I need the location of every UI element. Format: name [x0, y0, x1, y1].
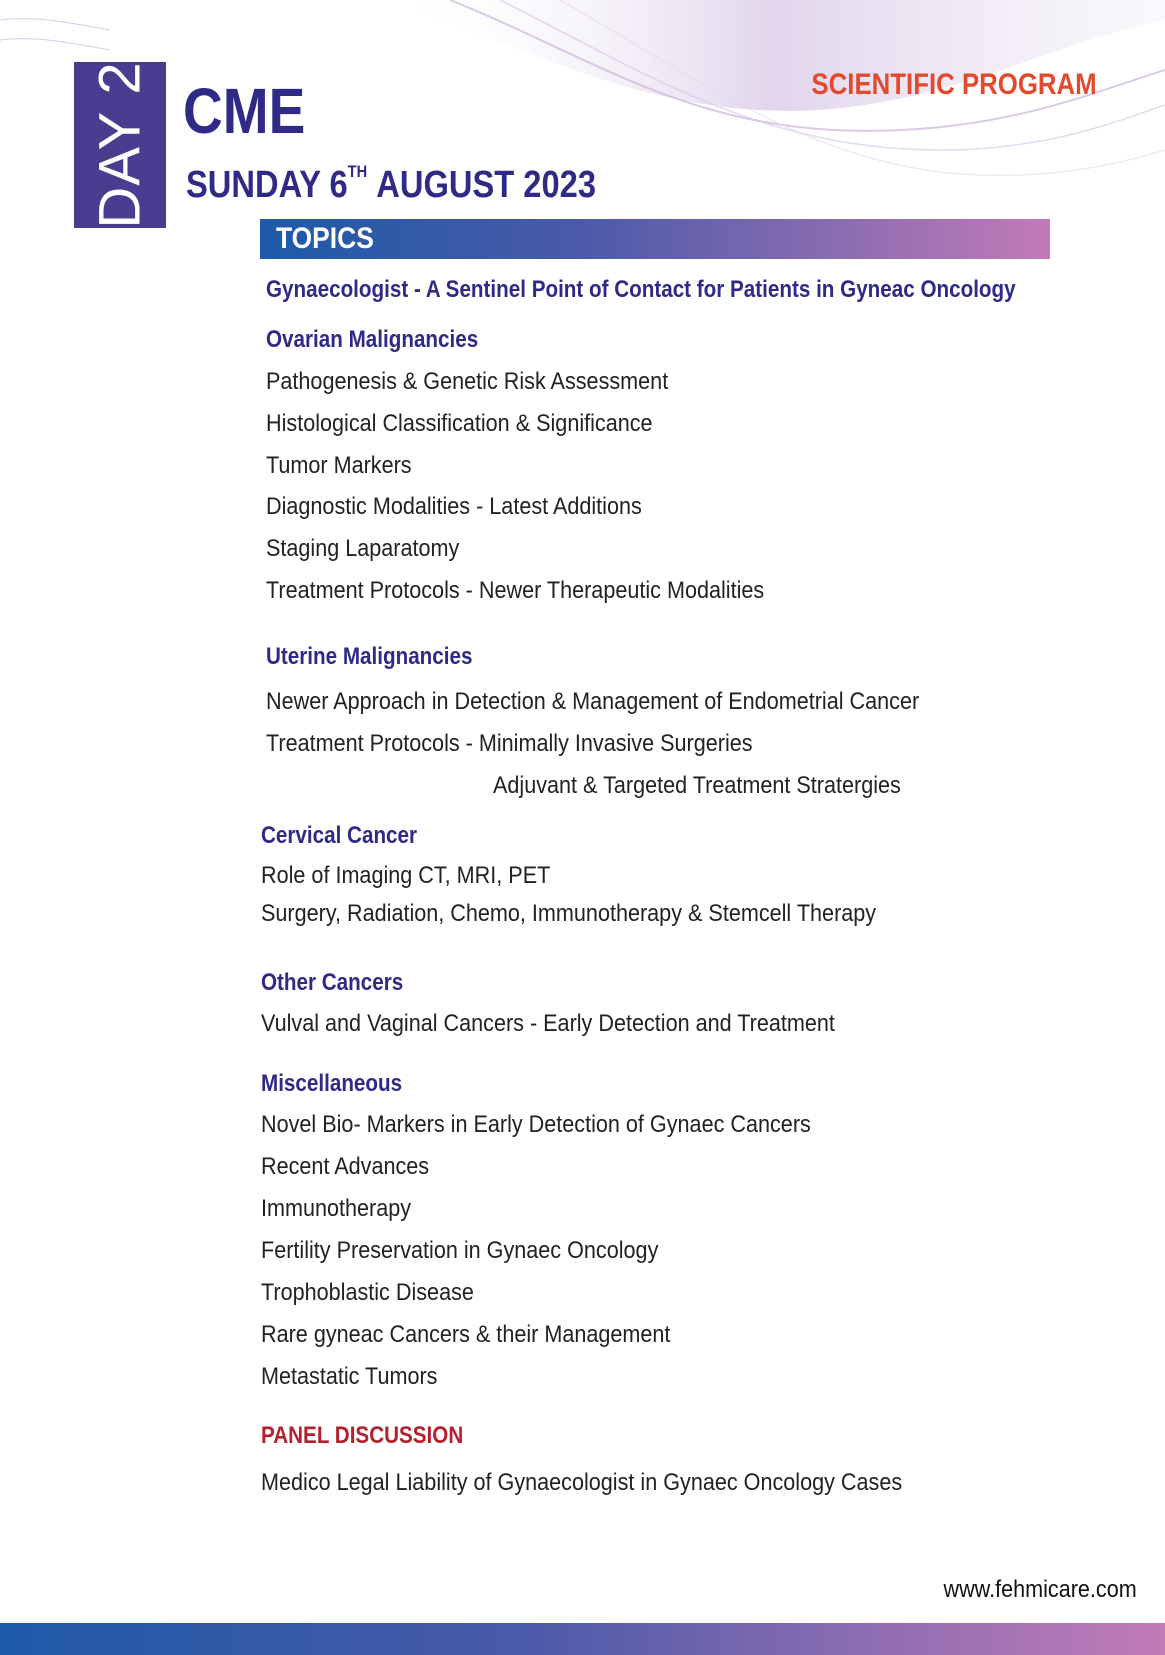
section-title-other: Other Cancers: [261, 969, 404, 996]
list-item: Metastatic Tumors: [261, 1363, 438, 1390]
list-item: Immunotherapy: [261, 1195, 412, 1222]
list-item: Pathogenesis & Genetic Risk Assessment: [266, 368, 669, 395]
date-rest: AUGUST 2023: [376, 164, 597, 206]
list-item: Medico Legal Liability of Gynaecologist in Gynaec Oncology Cases: [261, 1469, 903, 1496]
list-item: Adjuvant & Targeted Treatment Stratergies: [493, 772, 901, 799]
list-item: Diagnostic Modalities - Latest Additions: [266, 493, 642, 520]
event-date: [186, 164, 596, 207]
topics-header-bar: [260, 219, 1050, 259]
list-item: Vulval and Vaginal Cancers - Early Detection and Treatment: [261, 1010, 835, 1037]
day-label: DAY 2: [87, 61, 153, 229]
list-item: Role of Imaging CT, MRI, PET: [261, 862, 551, 889]
section-title-misc: Miscellaneous: [261, 1070, 403, 1097]
intro-heading: Gynaecologist - A Sentinel Point of Contact for Patients in Gyneac Oncology: [266, 276, 1016, 303]
list-item: Novel Bio- Markers in Early Detection of Gynaec Cancers: [261, 1111, 811, 1138]
list-item: Histological Classification & Significance: [266, 410, 653, 437]
date-prefix: SUNDAY 6: [186, 164, 348, 206]
list-item: Tumor Markers: [266, 452, 412, 479]
program-label: SCIENTIFIC PROGRAM: [811, 68, 1097, 101]
section-title-uterine: Uterine Malignancies: [266, 643, 473, 670]
list-item: Newer Approach in Detection & Management of Endometrial Cancer: [266, 688, 920, 715]
event-title: CME: [183, 75, 306, 147]
section-title-ovarian: Ovarian Malignancies: [266, 326, 479, 353]
list-item: Trophoblastic Disease: [261, 1279, 474, 1306]
website-link[interactable]: www.fehmicare.com: [943, 1576, 1137, 1603]
bottom-gradient-bar: [0, 1623, 1165, 1655]
list-item: Staging Laparatomy: [266, 535, 460, 562]
list-item: Fertility Preservation in Gynaec Oncology: [261, 1237, 659, 1264]
list-item: Recent Advances: [261, 1153, 430, 1180]
section-title-cervical: Cervical Cancer: [261, 822, 418, 849]
date-suffix: TH: [347, 162, 368, 182]
list-item: Treatment Protocols - Minimally Invasive Surgeries: [266, 730, 753, 757]
list-item: Rare gyneac Cancers & their Management: [261, 1321, 671, 1348]
day-badge: [74, 62, 166, 228]
list-item: Treatment Protocols - Newer Therapeutic Modalities: [266, 577, 765, 604]
section-title-panel: PANEL DISCUSSION: [261, 1422, 464, 1449]
topics-label: TOPICS: [276, 222, 374, 255]
list-item: Surgery, Radiation, Chemo, Immunotherapy & Stemcell Therapy: [261, 900, 877, 927]
